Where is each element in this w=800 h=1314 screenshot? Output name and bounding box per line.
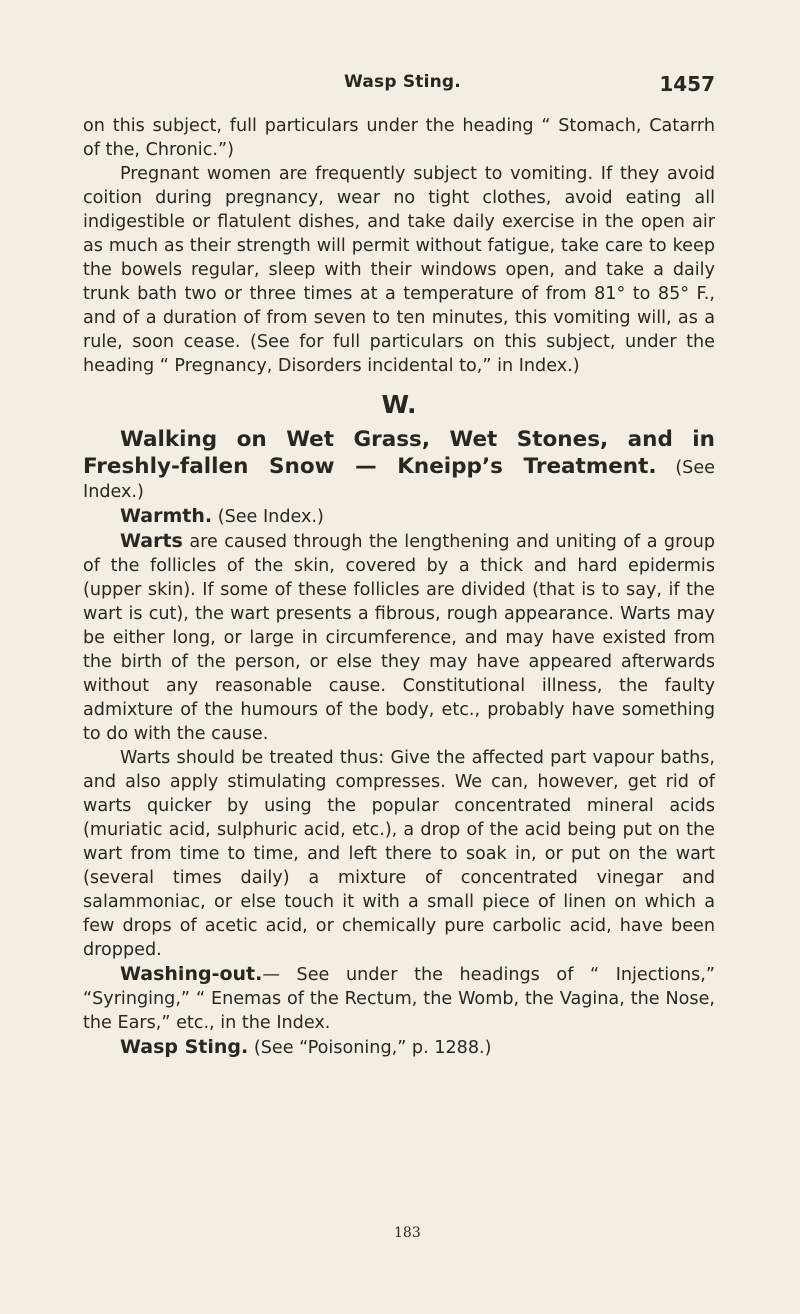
section-letter-heading: W.	[381, 390, 417, 419]
page-number: 1457	[659, 72, 715, 96]
entry-term-warts: Warts	[120, 530, 183, 552]
running-header	[0, 72, 800, 102]
entry-wasp-sting	[83, 1035, 715, 1060]
entry-washing-out	[83, 962, 715, 1035]
entry-term-walking: Walking on Wet Grass, Wet Stones, and in Freshly-fallen Snow — Kneipp’s Treatment.	[83, 427, 715, 479]
entry-text-wasp-sting: (See “Poisoning,” p. 1288.)	[253, 1038, 492, 1058]
entry-warmth	[83, 504, 715, 529]
entry-term-warmth: Warmth.	[120, 505, 213, 527]
page-body	[83, 114, 715, 1060]
entry-term-wasp-sting: Wasp Sting.	[120, 1036, 249, 1058]
warts-treatment-paragraph: Warts should be treated thus: Give the affected part vapour baths, and also apply stimulating compresses. We can, however, get rid of warts quicker by using the popular concentrated mineral acids (muriatic acid, sulphuric acid, etc.), a drop of the acid being put on the wart from time to time, and left there to soak in, or put on the wart (several times daily) a mixture of concentrated vinegar and salammoniac, or else touch it with a small piece of linen on which a few drops of acetic acid, or chemically pure carbolic acid, have been dropped.	[83, 748, 715, 960]
entry-warts	[83, 529, 715, 746]
entry-walking	[83, 426, 715, 504]
running-title: Wasp Sting.	[344, 72, 461, 92]
entry-term-washing-out: Washing-out.	[120, 963, 263, 985]
entry-text-walking: (See Index.)	[83, 458, 715, 502]
pregnancy-paragraph: Pregnant women are frequently subject to vomiting. If they avoid coition during pregnancy, wear no tight clothes, avoid eating all indigestible or flatulent dishes, and take daily exercise in the open air as much as their strength will permit without fatigue, take care to keep the bowels regular, sleep with their windows open, and take a daily trunk bath two or three times at a temperature of from 81° to 85° F., and of a duration of from seven to ten minutes, this vomiting will, as a rule, soon cease. (See for full particulars on this subject, under the heading “ Pregnancy, Disorders incidental to,” in Index.)	[83, 164, 715, 376]
entry-text-warts: are caused through the lengthening and uniting of a group of the follicles of the skin, covered by a thick and hard epidermis (upper skin). If some of these follicles are divided (that is to say, if the wart is cut), the wart presents a fibrous, rough appearance. Warts may be either long, or large in circumference, and may have existed from the birth of the person, or else they may have appeared afterwards without any reasonable cause. Constitutional illness, the faulty admixture of the humours of the body, etc., probably have something to do with the cause.	[83, 532, 716, 744]
continued-paragraph: on this subject, full particulars under the heading “ Stomach, Catarrh of the, Chronic.”)	[83, 116, 715, 160]
signature-mark: 183	[394, 1225, 421, 1241]
entry-text-warmth: (See Index.)	[217, 507, 324, 527]
entry-text-washing-out: — See under the headings of “ Injections,” “Syringing,” “ Enemas of the Rectum, the Womb, the Vagina, the Nose, the Ears,” etc., in the Index.	[83, 965, 715, 1033]
